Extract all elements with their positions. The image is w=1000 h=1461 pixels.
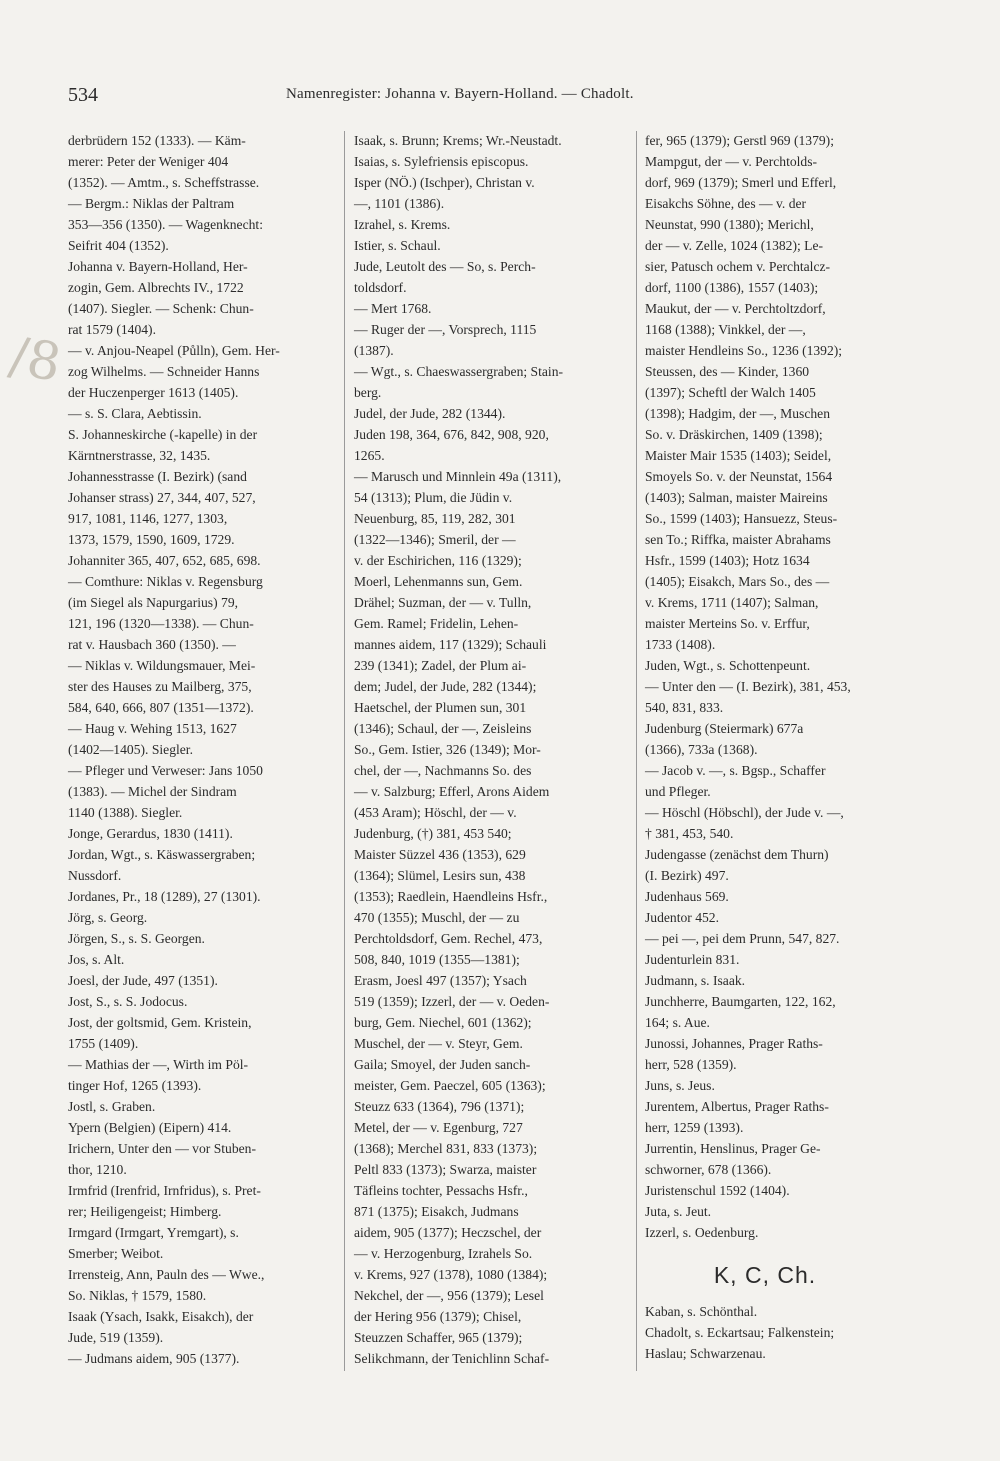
index-line: † 381, 453, 540. bbox=[645, 826, 734, 841]
index-line: tinger Hof, 1265 (1393). bbox=[68, 1078, 202, 1093]
index-line: 54 (1313); Plum, die Jüdin v. bbox=[354, 490, 513, 505]
index-line: Jordanes, Pr., 18 (1289), 27 (1301). bbox=[68, 889, 261, 904]
index-line: Irrensteig, Ann, Pauln des — Wwe., bbox=[68, 1267, 265, 1282]
index-line: 1168 (1388); Vinkkel, der —, bbox=[645, 322, 806, 337]
index-line: — Comthure: Niklas v. Regensburg bbox=[68, 574, 263, 589]
index-line: — Bergm.: Niklas der Paltram bbox=[68, 196, 235, 211]
index-line: 917, 1081, 1146, 1277, 1303, bbox=[68, 511, 228, 526]
index-line: (1368); Merchel 831, 833 (1373); bbox=[354, 1141, 538, 1156]
index-line: (im Siegel als Napurgarius) 79, bbox=[68, 595, 239, 610]
index-line: — Mathias der —, Wirth im Pöl- bbox=[68, 1057, 249, 1072]
page-header bbox=[0, 82, 1000, 112]
index-line: 871 (1375); Eisakch, Judmans bbox=[354, 1204, 519, 1219]
index-line: Jude, Leutolt des — So, s. Perch- bbox=[354, 259, 536, 274]
running-title: Namenregister: Johanna v. Bayern-Holland. — Chadolt. bbox=[286, 86, 634, 102]
index-line: herr, 1259 (1393). bbox=[645, 1120, 744, 1135]
index-line: Maister Mair 1535 (1403); Seidel, bbox=[645, 448, 832, 463]
index-line: Erasm, Joesl 497 (1357); Ysach bbox=[354, 973, 527, 988]
index-line: — s. S. Clara, Aebtissin. bbox=[68, 406, 202, 421]
index-line: Juta, s. Jeut. bbox=[645, 1204, 712, 1219]
index-line: 239 (1341); Zadel, der Plum ai- bbox=[354, 658, 527, 673]
index-line: Johanniter 365, 407, 652, 685, 698. bbox=[68, 553, 261, 568]
index-line: der Hering 956 (1379); Chisel, bbox=[354, 1309, 522, 1324]
index-line: Irmgard (Irmgart, Yremgart), s. bbox=[68, 1225, 239, 1240]
index-line: zogin, Gem. Albrechts IV., 1722 bbox=[68, 280, 244, 295]
index-line: Jörgen, S., s. S. Georgen. bbox=[68, 931, 205, 946]
index-line: Izzerl, s. Oedenburg. bbox=[645, 1225, 759, 1240]
index-line: (1383). — Michel der Sindram bbox=[68, 784, 237, 799]
index-line: (1387). bbox=[354, 343, 394, 358]
index-line: Juristenschul 1592 (1404). bbox=[645, 1183, 790, 1198]
index-line: Neuenburg, 85, 119, 282, 301 bbox=[354, 511, 516, 526]
index-line: herr, 528 (1359). bbox=[645, 1057, 737, 1072]
index-line: Jonge, Gerardus, 1830 (1411). bbox=[68, 826, 233, 841]
index-line: Smerber; Weibot. bbox=[68, 1246, 164, 1261]
index-line: Irmfrid (Irenfrid, Irnfridus), s. Pret- bbox=[68, 1183, 261, 1198]
index-line: Maukut, der — v. Perchtoltzdorf, bbox=[645, 301, 826, 316]
index-line: (1352). — Amtm., s. Scheffstrasse. bbox=[68, 175, 260, 190]
index-line: Metel, der — v. Egenburg, 727 bbox=[354, 1120, 523, 1135]
index-line: meister, Gem. Paeczel, 605 (1363); bbox=[354, 1078, 546, 1093]
index-line: — Ruger der —, Vorsprech, 1115 bbox=[354, 322, 537, 337]
index-line: rer; Heiligengeist; Himberg. bbox=[68, 1204, 222, 1219]
index-line: Johannesstrasse (I. Bezirk) (sand bbox=[68, 469, 247, 484]
index-line: Judenburg (Steiermark) 677a bbox=[645, 721, 804, 736]
section-heading: K, C, Ch. bbox=[713, 1262, 817, 1288]
index-line: 470 (1355); Muschl, der — zu bbox=[354, 910, 520, 925]
index-line: — Niklas v. Wildungsmauer, Mei- bbox=[68, 658, 256, 673]
index-line: Gem. Ramel; Fridelin, Lehen- bbox=[354, 616, 519, 631]
index-line: 508, 840, 1019 (1355—1381); bbox=[354, 952, 520, 967]
index-line: Perchtoldsdorf, Gem. Rechel, 473, bbox=[354, 931, 543, 946]
index-line: Nussdorf. bbox=[68, 868, 122, 883]
index-line: — Wgt., s. Chaeswassergraben; Stain- bbox=[354, 364, 564, 379]
index-line: Judengasse (zenächst dem Thurn) bbox=[645, 847, 829, 862]
index-line: derbrüdern 152 (1333). — Käm- bbox=[68, 133, 246, 148]
index-column-2 bbox=[354, 130, 629, 1369]
index-line: — pei —, pei dem Prunn, 547, 827. bbox=[645, 931, 840, 946]
index-line: Jörg, s. Georg. bbox=[68, 910, 148, 925]
index-line: (453 Aram); Höschl, der — v. bbox=[354, 805, 517, 820]
pencil-margin-mark: /8 bbox=[5, 326, 66, 394]
index-line: rat v. Hausbach 360 (1350). — bbox=[68, 637, 236, 652]
index-line: burg, Gem. Niechel, 601 (1362); bbox=[354, 1015, 532, 1030]
index-line: — v. Salzburg; Efferl, Arons Aidem bbox=[354, 784, 550, 799]
index-line: 519 (1359); Izzerl, der — v. Oeden- bbox=[354, 994, 550, 1009]
index-line: So., 1599 (1403); Hansuezz, Steus- bbox=[645, 511, 838, 526]
index-line: maister Hendleins So., 1236 (1392); bbox=[645, 343, 843, 358]
index-line: Isper (NÖ.) (Ischper), Christan v. bbox=[354, 175, 535, 190]
index-line: (1353); Raedlein, Haendleins Hsfr., bbox=[354, 889, 548, 904]
index-line: maister Merteins So. v. Erffur, bbox=[645, 616, 810, 631]
index-line: Joesl, der Jude, 497 (1351). bbox=[68, 973, 218, 988]
index-line: und Pfleger. bbox=[645, 784, 711, 799]
index-line: Haslau; Schwarzenau. bbox=[645, 1346, 766, 1361]
index-line: (1402—1405). Siegler. bbox=[68, 742, 193, 757]
index-line: Juden, Wgt., s. Schottenpeunt. bbox=[645, 658, 811, 673]
index-line: — Mert 1768. bbox=[354, 301, 432, 316]
index-line: Muschel, der — v. Steyr, Gem. bbox=[354, 1036, 523, 1051]
index-line: chel, der —, Nachmanns So. des bbox=[354, 763, 532, 778]
index-line: Peltl 833 (1373); Swarza, maister bbox=[354, 1162, 537, 1177]
index-line: — Höschl (Höbschl), der Jude v. —, bbox=[645, 805, 844, 820]
index-line: Mampgut, der — v. Perchtolds- bbox=[645, 154, 818, 169]
index-line: Jurentem, Albertus, Prager Raths- bbox=[645, 1099, 829, 1114]
index-line: (1364); Slümel, Lesirs sun, 438 bbox=[354, 868, 526, 883]
index-line: berg. bbox=[354, 385, 382, 400]
index-line: Steuzzen Schaffer, 965 (1379); bbox=[354, 1330, 523, 1345]
index-line: (I. Bezirk) 497. bbox=[645, 868, 729, 883]
page-number: 534 bbox=[68, 84, 98, 106]
index-line: So. Niklas, † 1579, 1580. bbox=[68, 1288, 207, 1303]
index-line: aidem, 905 (1377); Heczschel, der bbox=[354, 1225, 542, 1240]
index-line: Juden 198, 364, 676, 842, 908, 920, bbox=[354, 427, 549, 442]
index-line: Jostl, s. Graben. bbox=[68, 1099, 156, 1114]
index-line: Istier, s. Schaul. bbox=[354, 238, 441, 253]
index-line: Steussen, des — Kinder, 1360 bbox=[645, 364, 810, 379]
index-line: Johanser strass) 27, 344, 407, 527, bbox=[68, 490, 256, 505]
index-line: — Haug v. Wehing 1513, 1627 bbox=[68, 721, 237, 736]
index-line: (1346); Schaul, der —, Zeisleins bbox=[354, 721, 532, 736]
index-line: Judenturlein 831. bbox=[645, 952, 740, 967]
index-line: (1366), 733a (1368). bbox=[645, 742, 758, 757]
index-line: Haetschel, der Plumen sun, 301 bbox=[354, 700, 527, 715]
index-line: Neunstat, 990 (1380); Merichl, bbox=[645, 217, 814, 232]
index-line: Judenhaus 569. bbox=[645, 889, 729, 904]
index-line: rat 1579 (1404). bbox=[68, 322, 156, 337]
index-line: Johanna v. Bayern-Holland, Her- bbox=[68, 259, 248, 274]
index-line: Jordan, Wgt., s. Käswassergraben; bbox=[68, 847, 256, 862]
index-line: 1265. bbox=[354, 448, 385, 463]
index-line: Jos, s. Alt. bbox=[68, 952, 125, 967]
column-divider bbox=[636, 131, 637, 1371]
index-line: thor, 1210. bbox=[68, 1162, 127, 1177]
index-line: Drähel; Suzman, der — v. Tulln, bbox=[354, 595, 532, 610]
index-line: toldsdorf. bbox=[354, 280, 407, 295]
index-column-1 bbox=[68, 130, 338, 1369]
index-line: So. v. Dräskirchen, 1409 (1398); bbox=[645, 427, 823, 442]
index-line: 540, 831, 833. bbox=[645, 700, 724, 715]
index-line: der Huczenperger 1613 (1405). bbox=[68, 385, 239, 400]
index-line: Judentor 452. bbox=[645, 910, 720, 925]
index-line: sen To.; Riffka, maister Abrahams bbox=[645, 532, 831, 547]
index-line: Eisakchs Söhne, des — v. der bbox=[645, 196, 807, 211]
index-line: Judenburg, (†) 381, 453 540; bbox=[354, 826, 512, 841]
index-line: 1733 (1408). bbox=[645, 637, 716, 652]
index-line: Jost, der goltsmid, Gem. Kristein, bbox=[68, 1015, 252, 1030]
index-line: Ypern (Belgien) (Eipern) 414. bbox=[68, 1120, 232, 1135]
index-line: Judel, der Jude, 282 (1344). bbox=[354, 406, 506, 421]
index-line: Hsfr., 1599 (1403); Hotz 1634 bbox=[645, 553, 810, 568]
index-line: fer, 965 (1379); Gerstl 969 (1379); bbox=[645, 133, 834, 148]
index-line: — Judmans aidem, 905 (1377). bbox=[68, 1351, 240, 1366]
index-line: 584, 640, 666, 807 (1351—1372). bbox=[68, 700, 254, 715]
index-line: — v. Herzogenburg, Izrahels So. bbox=[354, 1246, 533, 1261]
index-line: S. Johanneskirche (-kapelle) in der bbox=[68, 427, 258, 442]
index-line: 1140 (1388). Siegler. bbox=[68, 805, 183, 820]
index-line: (1407). Siegler. — Schenk: Chun- bbox=[68, 301, 254, 316]
index-line: Isaak (Ysach, Isakk, Eisakch), der bbox=[68, 1309, 254, 1324]
index-line: Maister Süzzel 436 (1353), 629 bbox=[354, 847, 526, 862]
index-line: Isaak, s. Brunn; Krems; Wr.-Neustadt. bbox=[354, 133, 562, 148]
index-line: — Jacob v. —, s. Bgsp., Schaffer bbox=[645, 763, 826, 778]
index-line: v. Krems, 1711 (1407); Salman, bbox=[645, 595, 819, 610]
index-line: der — v. Zelle, 1024 (1382); Le- bbox=[645, 238, 824, 253]
index-column-3-after-heading bbox=[645, 1301, 930, 1364]
index-line: dem; Judel, der Jude, 282 (1344); bbox=[354, 679, 537, 694]
index-line: (1405); Eisakch, Mars So., des — bbox=[645, 574, 830, 589]
index-line: —, 1101 (1386). bbox=[354, 196, 445, 211]
index-line: Jude, 519 (1359). bbox=[68, 1330, 164, 1345]
index-line: merer: Peter der Weniger 404 bbox=[68, 154, 229, 169]
index-line: Chadolt, s. Eckartsau; Falkenstein; bbox=[645, 1325, 835, 1340]
index-line: — Marusch und Minnlein 49a (1311), bbox=[354, 469, 562, 484]
index-line: Judmann, s. Isaak. bbox=[645, 973, 746, 988]
index-line: Junchherre, Baumgarten, 122, 162, bbox=[645, 994, 836, 1009]
index-line: Juns, s. Jeus. bbox=[645, 1078, 715, 1093]
index-line: (1322—1346); Smeril, der — bbox=[354, 532, 516, 547]
index-line: schworner, 678 (1366). bbox=[645, 1162, 772, 1177]
index-line: Seifrit 404 (1352). bbox=[68, 238, 169, 253]
index-line: — v. Anjou-Neapel (Půlln), Gem. Her- bbox=[68, 343, 280, 358]
index-line: Täfleins tochter, Pessachs Hsfr., bbox=[354, 1183, 528, 1198]
index-line: 1373, 1579, 1590, 1609, 1729. bbox=[68, 532, 235, 547]
index-line: dorf, 1100 (1386), 1557 (1403); bbox=[645, 280, 819, 295]
index-column-3 bbox=[645, 130, 930, 1364]
index-line: Jurrentin, Henslinus, Prager Ge- bbox=[645, 1141, 821, 1156]
index-line: So., Gem. Istier, 326 (1349); Mor- bbox=[354, 742, 541, 757]
index-line: Moerl, Lehenmanns sun, Gem. bbox=[354, 574, 523, 589]
index-line: v. Krems, 927 (1378), 1080 (1384); bbox=[354, 1267, 548, 1282]
index-line: (1398); Hadgim, der —, Muschen bbox=[645, 406, 830, 421]
index-line: Junossi, Johannes, Prager Raths- bbox=[645, 1036, 823, 1051]
index-column-3-entries bbox=[645, 130, 930, 1243]
index-line: 1755 (1409). bbox=[68, 1036, 139, 1051]
index-line: — Pfleger und Verweser: Jans 1050 bbox=[68, 763, 263, 778]
index-line: (1397); Scheftl der Walch 1405 bbox=[645, 385, 816, 400]
index-line: Izrahel, s. Krems. bbox=[354, 217, 451, 232]
index-line: Gaila; Smoyel, der Juden sanch- bbox=[354, 1057, 531, 1072]
index-line: mannes aidem, 117 (1329); Schauli bbox=[354, 637, 547, 652]
index-line: Kaban, s. Schönthal. bbox=[645, 1304, 758, 1319]
index-line: v. der Eschirichen, 116 (1329); bbox=[354, 553, 522, 568]
index-line: — Unter den — (I. Bezirk), 381, 453, bbox=[645, 679, 851, 694]
index-line: Isaias, s. Sylefriensis episcopus. bbox=[354, 154, 529, 169]
index-line: 164; s. Aue. bbox=[645, 1015, 710, 1030]
index-line: Jost, S., s. S. Jodocus. bbox=[68, 994, 188, 1009]
column-divider bbox=[344, 131, 345, 1371]
index-line: 353—356 (1350). — Wagenknecht: bbox=[68, 217, 263, 232]
index-line: ster des Hauses zu Mailberg, 375, bbox=[68, 679, 252, 694]
index-line: (1403); Salman, maister Maireins bbox=[645, 490, 828, 505]
index-line: sier, Patusch ochem v. Perchtalcz- bbox=[645, 259, 831, 274]
index-line: Kärntnerstrasse, 32, 1435. bbox=[68, 448, 211, 463]
index-line: Nekchel, der —, 956 (1379); Lesel bbox=[354, 1288, 544, 1303]
index-line: 121, 196 (1320—1338). — Chun- bbox=[68, 616, 254, 631]
index-line: Smoyels So. v. der Neunstat, 1564 bbox=[645, 469, 833, 484]
index-line: dorf, 969 (1379); Smerl und Efferl, bbox=[645, 175, 837, 190]
index-line: zog Wilhelms. — Schneider Hanns bbox=[68, 364, 260, 379]
index-line: Selikchmann, der Tenichlinn Schaf- bbox=[354, 1351, 550, 1366]
index-line: Irichern, Unter den — vor Stuben- bbox=[68, 1141, 256, 1156]
index-line: Steuzz 633 (1364), 796 (1371); bbox=[354, 1099, 525, 1114]
